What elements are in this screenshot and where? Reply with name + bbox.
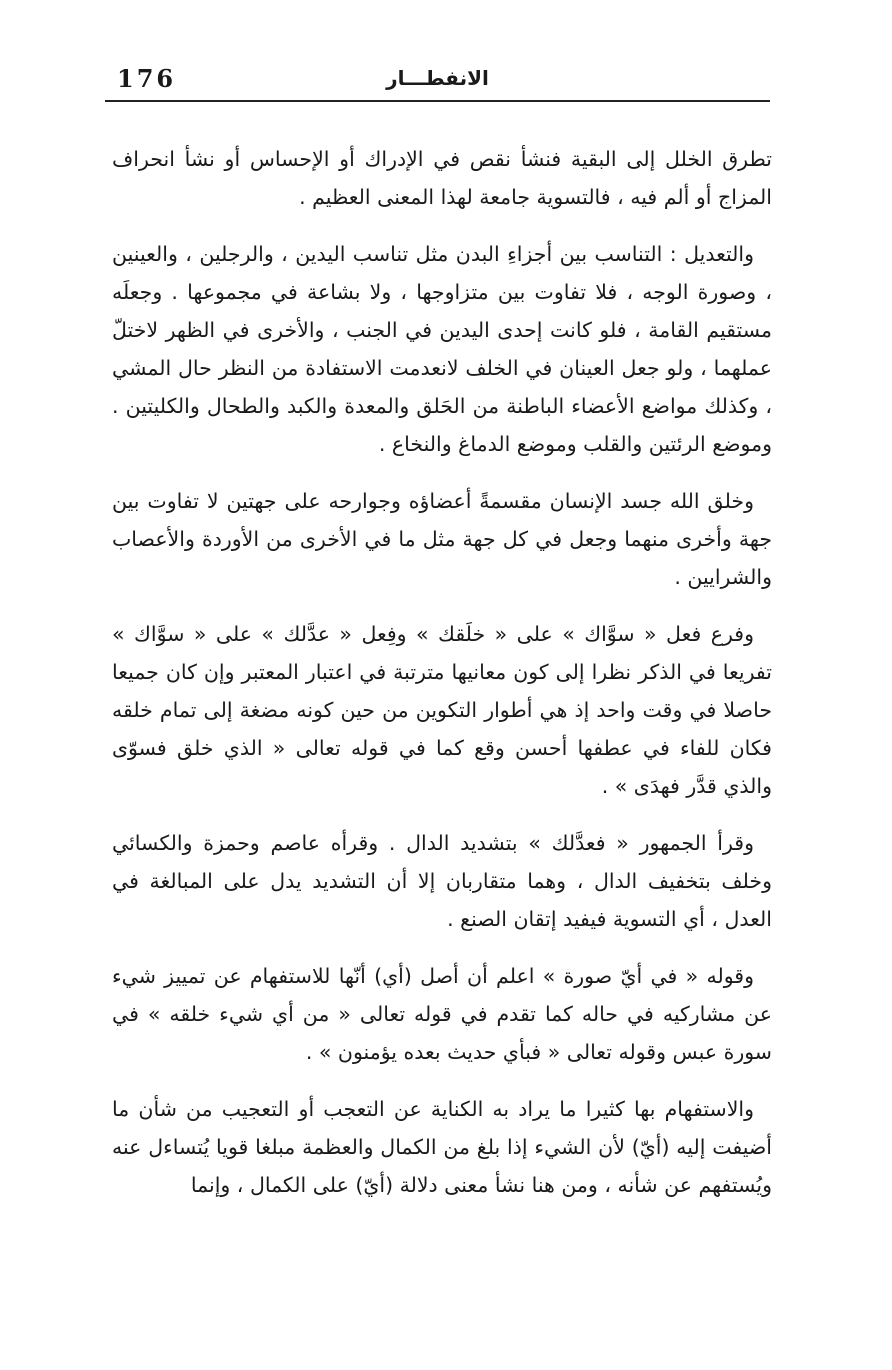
running-title: الانفطـــار [386,66,489,90]
paragraph: وفرع فعل « سوَّاك » على « خلَقك » وفِعل « عدَّلك » على « سوَّاك » تفريعا في الذكر نظرا إلى كون معانيها مترتبة في اعتبار المعتبر وإن كان جميعا حاصلا في وقت واحد إذ هي أطوار التكوين من حين كونه مضغة إلى تمام خلقه فكان للفاء في عطفها أحسن وقع كما في قوله تعالى « الذي خلق فسوّى والذي قدَّر فهدَى » . [112,622,772,798]
header-rule [105,100,770,102]
paragraph: والاستفهام بها كثيرا ما يراد به الكناية عن التعجب أو التعجيب من شأن ما أضيفت إليه (أيّ) لأن الشيء إذا بلغ من الكمال والعظمة مبلغا قويا يُتساءل عنه ويُستفهم عن شأنه ، ومن هنا نشأ معنى دلالة (أيّ) على الكمال ، وإنما [112,1097,772,1197]
paragraph: والتعديل : التناسب بين أجزاءِ البدن مثل تناسب اليدين ، والرجلين ، والعينين ، وصورة الوجه ، فلا تفاوت بين متزاوجها ، ولا بشاعة في مجموعها . وجعلَه مستقيم القامة ، فلو كانت إحدى اليدين في الجنب ، والأخرى في الظهر لاختلّ عملهما ، ولو جعل العينان في الخلف لانعدمت الاستفادة من النظر حال المشي ، وكذلك مواضع الأعضاء الباطنة من الحَلق والمعدة والكبد والطحال والكليتين . وموضع الرئتين والقلب وموضع الدماغ والنخاع . [112,242,772,456]
page-header [105,60,770,102]
page-number: 176 [117,64,177,93]
paragraph: وخلق الله جسد الإنسان مقسمةً أعضاؤه وجوارحه على جهتين لا تفاوت بين جهة وأخرى منهما وجعل في كل جهة مثل ما في الأخرى من الأوردة والأعصاب والشرايين . [112,489,772,589]
paragraph: وقرأ الجمهور « فعدَّلك » بتشديد الدال . وقرأه عاصم وحمزة والكسائي وخلف بتخفيف الدال ، وهما متقاربان إلا أن التشديد يدل على المبالغة في العدل ، أي التسوية فيفيد إتقان الصنع . [112,831,772,931]
body-text [112,140,772,1223]
paragraph: تطرق الخلل إلى البقية فنشأ نقص في الإدراك أو الإحساس أو نشأ انحراف المزاج أو ألم فيه ، فالتسوية جامعة لهذا المعنى العظيم . [112,147,772,209]
paragraph: وقوله « في أيّ صورة » اعلم أن أصل (أي) أنّها للاستفهام عن تمييز شيء عن مشاركيه في حاله كما تقدم في قوله تعالى « من أي شيء خلقه » في سورة عبس وقوله تعالى « فبأي حديث بعده يؤمنون » . [112,964,772,1064]
